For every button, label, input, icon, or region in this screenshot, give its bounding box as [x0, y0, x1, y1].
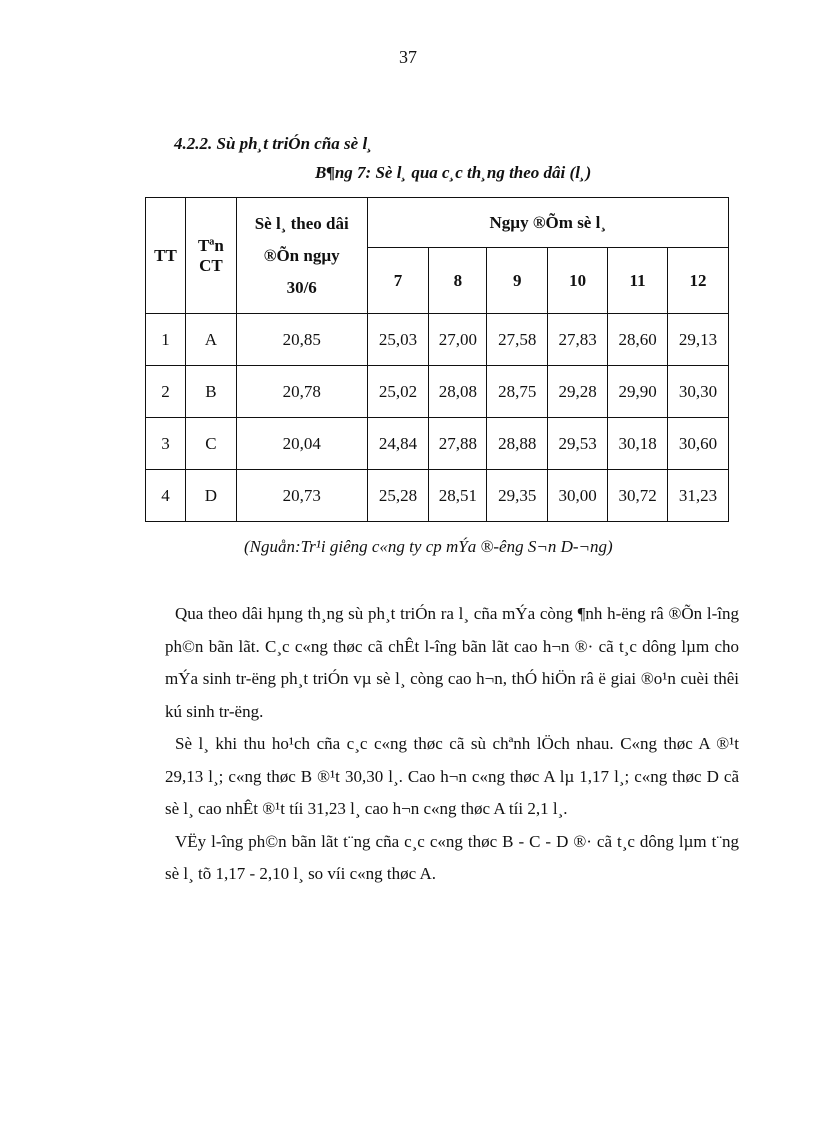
cell-base: 20,85	[236, 314, 367, 366]
cell-value: 25,02	[367, 366, 429, 418]
cell-value: 30,18	[608, 418, 668, 470]
cell-value: 25,03	[367, 314, 429, 366]
month-header: 10	[548, 248, 608, 314]
paragraph: Qua theo dâi hµng th¸ng sù ph¸t triÓn ra l¸ cña mÝa còng ¶nh h-ëng râ ®Õn l-îng ph©n bãn lãt. C¸c c«ng thøc cã chÊt l-îng bãn lãt cao h¬n ®· cã t¸c dông lµm cho mÝa sinh tr-ëng ph¸t triÓn vµ sè l¸ còng cao h¬n, thÓ hiÖn râ ë giai ®o¹n cuèi thêi kú sinh tr-ëng.	[165, 604, 739, 721]
month-header: 7	[367, 248, 429, 314]
paragraph: VËy l-îng ph©n bãn lãt t¨ng cña c¸c c«ng thøc B - C - D ®· cã t¸c dông lµm t¨ng sè l¸ tõ 1,17 - 2,10 l¸ so víi c«ng thøc A.	[165, 831, 739, 883]
cell-value: 29,28	[548, 366, 608, 418]
cell-ct: B	[185, 366, 236, 418]
cell-value: 31,23	[668, 470, 729, 522]
cell-value: 29,13	[668, 314, 729, 366]
header-ct: Tªn CT	[185, 198, 236, 314]
month-header: 11	[608, 248, 668, 314]
cell-value: 30,72	[608, 470, 668, 522]
table-row	[146, 314, 729, 366]
cell-base: 20,78	[236, 366, 367, 418]
cell-tt: 3	[146, 418, 186, 470]
month-header: 12	[668, 248, 729, 314]
cell-value: 30,30	[668, 366, 729, 418]
month-header: 8	[429, 248, 487, 314]
table-row	[146, 418, 729, 470]
cell-value: 27,83	[548, 314, 608, 366]
cell-tt: 2	[146, 366, 186, 418]
table-row	[146, 470, 729, 522]
cell-value: 28,60	[608, 314, 668, 366]
cell-value: 30,60	[668, 418, 729, 470]
cell-base: 20,73	[236, 470, 367, 522]
section-heading: 4.2.2. Sù ph¸t triÓn cña sè l¸	[174, 134, 373, 153]
cell-value: 25,28	[367, 470, 429, 522]
table-row	[146, 366, 729, 418]
cell-value: 29,90	[608, 366, 668, 418]
cell-tt: 1	[146, 314, 186, 366]
cell-value: 28,88	[487, 418, 548, 470]
cell-value: 28,75	[487, 366, 548, 418]
header-group: Ngµy ®Õm sè l¸	[367, 198, 728, 248]
cell-value: 27,58	[487, 314, 548, 366]
header-count: Sè l¸ theo dâi ®Õn ngµy 30/6	[236, 198, 367, 314]
cell-ct: C	[185, 418, 236, 470]
leaf-count-table	[145, 197, 729, 522]
paragraph: Sè l¸ khi thu ho¹ch cña c¸c c«ng thøc cã sù chªnh lÖch nhau. C«ng thøc A ®¹t 29,13 l¸; c«ng thøc B ®¹t 30,30 l¸. Cao h¬n c«ng thøc A lµ 1,17 l¸; c«ng thøc D cã sè l¸ cao nhÊt ®¹t tíi 31,23 l¸ cao h¬n c«ng thøc A tíi 2,1 l¸.	[165, 734, 739, 818]
month-header: 9	[487, 248, 548, 314]
cell-value: 29,53	[548, 418, 608, 470]
cell-ct: A	[185, 314, 236, 366]
table-caption: B¶ng 7: Sè l¸ qua c¸c th¸ng theo dâi (l¸)	[315, 163, 592, 182]
cell-value: 29,35	[487, 470, 548, 522]
cell-value: 28,08	[429, 366, 487, 418]
cell-tt: 4	[146, 470, 186, 522]
cell-value: 30,00	[548, 470, 608, 522]
table-source-note: (Nguån:Tr¹i giêng c«ng ty cp mÝa ®-êng S¬n D-¬ng)	[244, 537, 613, 556]
header-tt: TT	[146, 198, 186, 314]
page-number: 37	[399, 47, 417, 67]
cell-value: 27,88	[429, 418, 487, 470]
cell-value: 24,84	[367, 418, 429, 470]
cell-value: 27,00	[429, 314, 487, 366]
cell-ct: D	[185, 470, 236, 522]
body-text	[165, 598, 739, 891]
cell-value: 28,51	[429, 470, 487, 522]
cell-base: 20,04	[236, 418, 367, 470]
